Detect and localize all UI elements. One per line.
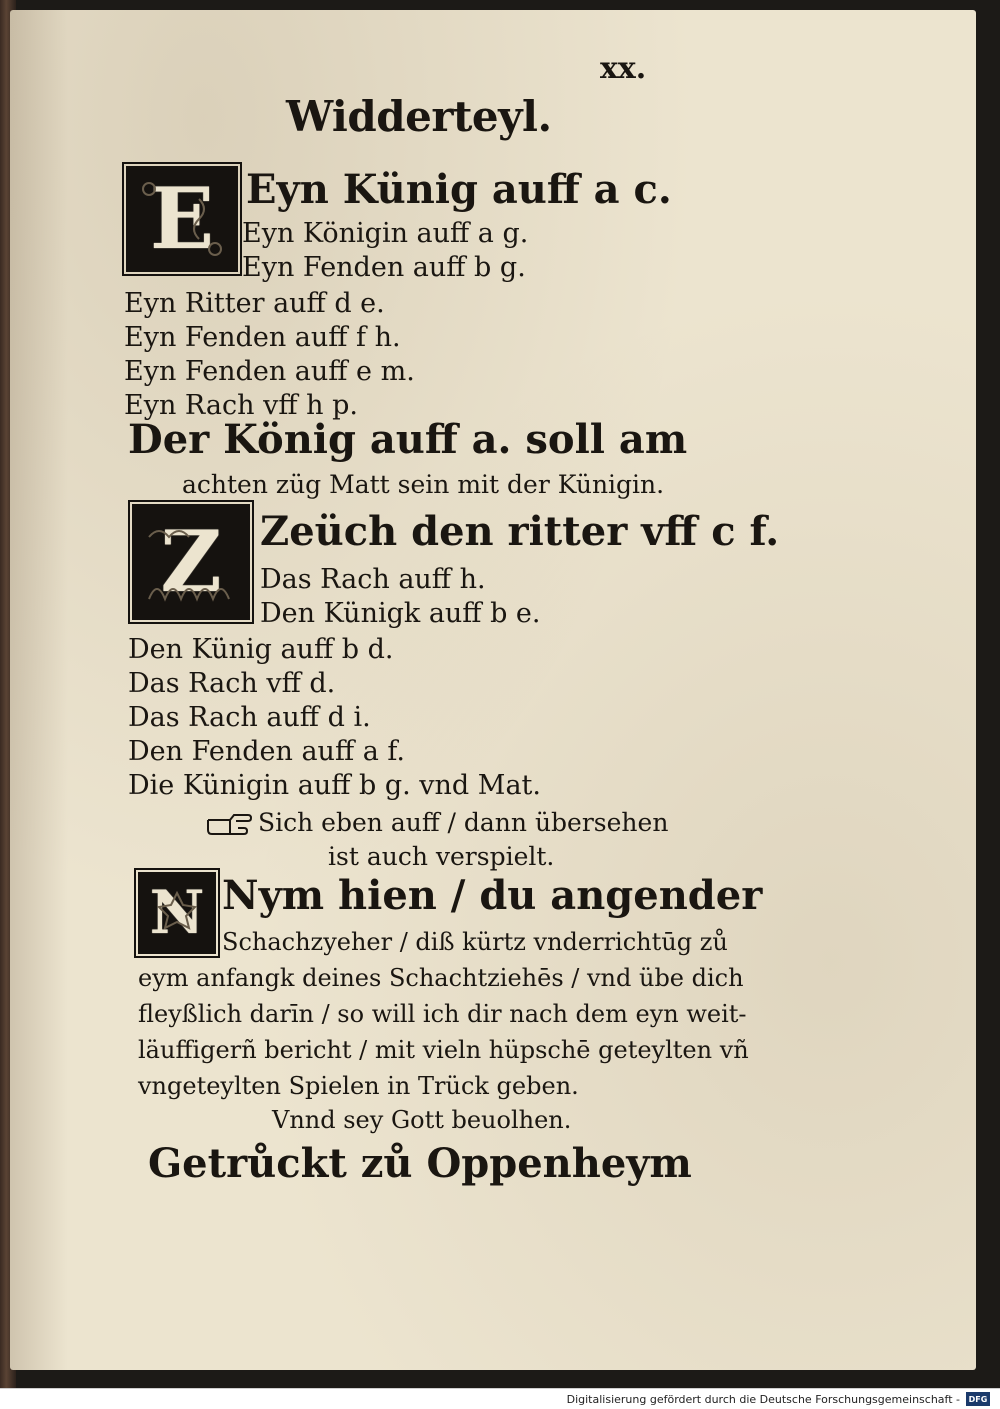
statement-line: achten züg Matt sein mit der Künigin. (182, 470, 665, 499)
colophon: Getrůckt zů Oppenheym (148, 1140, 692, 1187)
move-line: Eyn Fenden auff e m. (124, 356, 415, 387)
move-line: Den Künigk auff b e. (260, 598, 541, 629)
move-line: Eyn Fenden auff b g. (242, 252, 526, 283)
footer-credit: Digitalisierung gefördert durch die Deutsche Forschungsgemeinschaft - (566, 1393, 960, 1406)
closing-line: vngeteylten Spielen in Trück geben. (138, 1072, 579, 1100)
pointing-hand-icon (206, 812, 252, 838)
section1-first-line: Eyn Künig auff a c. (246, 166, 672, 213)
move-line: Eyn Königin auff a g. (242, 218, 529, 249)
closing-line: fleyßlich darīn / so will ich dir nach dem eyn weit- (138, 1000, 747, 1028)
move-line: Eyn Rach vff h p. (124, 390, 358, 421)
book-page (10, 10, 976, 1370)
move-line: Das Rach auff d i. (128, 702, 371, 733)
decorated-initial-e: E (126, 166, 238, 272)
initial-ornament-icon (141, 875, 213, 951)
digitization-footer (0, 1388, 1000, 1409)
closing-line: Nym hien / du angender (222, 872, 763, 919)
decorated-initial-n: N (138, 872, 216, 954)
closing-line: läuffigerñ bericht / mit vieln hüpschē geteylten vñ (138, 1036, 749, 1064)
dfg-logo-text: DFG (968, 1394, 988, 1404)
move-line: Eyn Fenden auff f h. (124, 322, 401, 353)
move-line: Die Künigin auff b g. vnd Mat. (128, 770, 541, 801)
initial-ornament-icon (129, 169, 235, 269)
decorated-initial-z: Z (132, 504, 250, 620)
move-line: Den Fenden auff a f. (128, 736, 406, 767)
closing-line: Vnnd sey Gott beuolhen. (272, 1106, 572, 1134)
move-line: Das Rach vff d. (128, 668, 336, 699)
section2-first-line: Zeüch den ritter vff c f. (260, 508, 780, 555)
move-line: Eyn Ritter auff d e. (124, 288, 385, 319)
folio-number: xx. (600, 51, 647, 86)
closing-line: eym anfangk deines Schachtziehēs / vnd übe dich (138, 964, 744, 992)
page-heading: Widderteyl. (286, 92, 552, 141)
initial-ornament-icon (135, 507, 247, 617)
closing-line: Schachzyeher / diß kürtz vnderrichtūg zů (222, 928, 728, 956)
statement-line: Der König auff a. soll am (128, 416, 688, 463)
dfg-logo-icon (966, 1392, 990, 1406)
move-line: Das Rach auff h. (260, 564, 486, 595)
note-line: Sich eben auff / dann übersehen (258, 808, 669, 837)
move-line: Den Künig auff b d. (128, 634, 394, 665)
note-line: ist auch verspielt. (328, 842, 555, 871)
